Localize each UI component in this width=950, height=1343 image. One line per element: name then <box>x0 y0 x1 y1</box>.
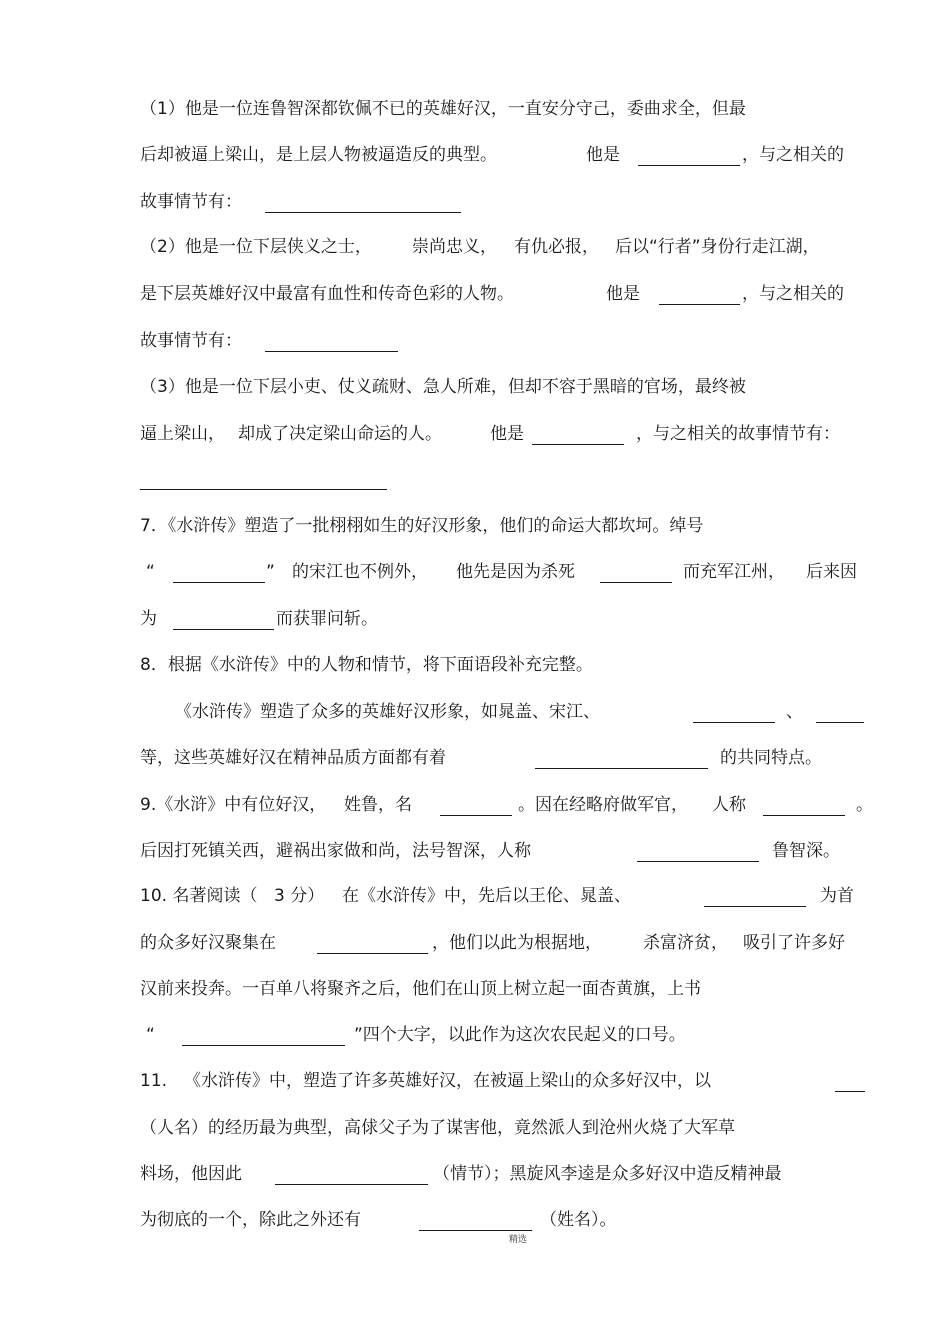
q6-p1-story-blank[interactable] <box>265 212 461 213</box>
q6-p2-he-is: 他是 <box>606 284 640 304</box>
q11-line1a: 11. <box>140 1071 168 1091</box>
q6-p3-name-blank[interactable] <box>532 444 624 445</box>
q11-name-blank[interactable] <box>419 1230 532 1231</box>
q6-p1-line1: （1）他是一位连鲁智深都钦佩不已的英雄好汉，一直安分守己，委曲求全，但最 <box>140 99 746 119</box>
q9-line1e: 。 <box>856 795 873 815</box>
q6-p2-name-blank[interactable] <box>659 304 740 305</box>
q9-name-blank[interactable] <box>440 815 512 816</box>
q7-line2b: 他先是因为杀死 <box>456 562 575 582</box>
q7-line2a: 的宋江也不例外， <box>292 562 428 582</box>
q10-line1b: 3 分） <box>274 886 325 906</box>
q6-p1-line2-text: 后却被逼上梁山，是上层人物被逼造反的典型。 <box>140 145 497 165</box>
q6-p2-line1a: （2）他是一位下层侠义之士， <box>140 237 372 257</box>
q6-p2-story: 故事情节有： <box>140 331 242 351</box>
q9-nickname-blank[interactable] <box>637 861 759 862</box>
q6-p1-related: ，与之相关的 <box>742 145 844 165</box>
q11-hero-blank[interactable] <box>835 1091 865 1092</box>
q6-p3-related: ，与之相关的故事情节有： <box>636 424 840 444</box>
q9-line2b: 鲁智深。 <box>772 841 840 861</box>
q10-line2c: 杀富济贫， <box>643 933 728 953</box>
q10-line1a: 10. 名著阅读（ <box>140 886 258 906</box>
q7-line1: 7．《水浒传》塑造了一批栩栩如生的好汉形象，他们的命运大都坎坷。绰号 <box>140 516 704 536</box>
q7-line2d: 后来因 <box>806 562 857 582</box>
q7-line2c: 而充军江州， <box>683 562 785 582</box>
q6-p3-line2a: 逼上梁山， <box>140 424 225 444</box>
q6-p3-line1: （3）他是一位下层小吏、仗义疏财、急人所难，但却不容于黑暗的官场，最终被 <box>140 377 746 397</box>
q7-open-quote: “ <box>146 562 155 582</box>
q7-reason-blank[interactable] <box>173 629 274 630</box>
q10-open-quote: “ <box>146 1025 155 1045</box>
q11-plot-blank[interactable] <box>275 1184 428 1185</box>
q6-p2-line1c: 有仇必报， <box>514 237 599 257</box>
q11-line3b: （情节）；黑旋风李逵是众多好汉中造反精神最 <box>433 1164 782 1184</box>
q10-line4b: ”四个大字，以此作为这次农民起义的口号。 <box>354 1025 686 1045</box>
q8-line2a: 《水浒传》塑造了众多的英雄好汉形象，如晁盖、宋江、 <box>175 702 600 722</box>
q8-trait-blank[interactable] <box>535 768 708 769</box>
q6-p3-he-is: 他是 <box>490 424 524 444</box>
q10-line2b: ，他们以此为根据地， <box>432 933 602 953</box>
q10-line2d: 吸引了许多好 <box>743 933 845 953</box>
q6-p2-line1d: 后以“行者”身份行走江湖， <box>615 237 820 257</box>
q6-p2-line1b: 崇尚忠义， <box>412 237 497 257</box>
q6-p3-line2b: 却成了决定梁山命运的人。 <box>238 424 442 444</box>
q9-line1c: 。因在经略府做军官， <box>518 795 688 815</box>
q11-line2: （人名）的经历最为典型，高俅父子为了谋害他，竟然派人到沧州火烧了大军草 <box>140 1118 735 1138</box>
q7-line3a: 为 <box>140 609 157 629</box>
q7-killed-blank[interactable] <box>600 582 672 583</box>
q10-leader-blank[interactable] <box>704 906 806 907</box>
q9-line1a: 9.《水浒》中有位好汉， <box>140 795 327 815</box>
q8-separator: 、 <box>786 702 803 722</box>
q9-line1b: 姓鲁，名 <box>344 795 412 815</box>
q8-line3b: 的共同特点。 <box>720 748 822 768</box>
q7-line3b: 而获罪问斩。 <box>276 609 378 629</box>
q6-p1-story: 故事情节有： <box>140 192 242 212</box>
q11-line3a: 料场，他因此 <box>140 1164 242 1184</box>
q7-close-quote: ” <box>266 562 275 582</box>
q6-p2-story-blank[interactable] <box>265 351 398 352</box>
q11-line4a: 为彻底的一个，除此之外还有 <box>140 1210 361 1230</box>
q7-nickname-blank[interactable] <box>173 582 265 583</box>
q9-line2a: 后因打死镇关西，避祸出家做和尚，法号智深，人称 <box>140 841 531 861</box>
q9-title-blank[interactable] <box>763 815 845 816</box>
page-footer: 精选 <box>509 1235 528 1245</box>
q6-p1-name-blank[interactable] <box>638 165 740 166</box>
q10-line1d: 为首 <box>820 886 854 906</box>
q10-line3: 汉前来投奔。一百单八将聚齐之后，他们在山顶上树立起一面杏黄旗，上书 <box>140 979 701 999</box>
q6-p2-related: ，与之相关的 <box>742 284 844 304</box>
q10-line1c: 在《水浒传》中，先后以王伦、晁盖、 <box>342 886 631 906</box>
q9-line1d: 人称 <box>712 795 746 815</box>
q10-line2a: 的众多好汉聚集在 <box>140 933 276 953</box>
q8-hero2-blank[interactable] <box>816 722 864 723</box>
q8-line1: 8．根据《水浒传》中的人物和情节，将下面语段补充完整。 <box>140 655 593 675</box>
q10-slogan-blank[interactable] <box>182 1045 345 1046</box>
q6-p2-line2-text: 是下层英雄好汉中最富有血性和传奇色彩的人物。 <box>140 284 514 304</box>
q11-line1b: 《水浒传》中，塑造了许多英雄好汉，在被逼上梁山的众多好汉中，以 <box>184 1071 711 1091</box>
q10-place-blank[interactable] <box>317 953 428 954</box>
q6-p3-story-blank[interactable] <box>140 489 387 490</box>
q11-line4b: （姓名）。 <box>540 1210 617 1230</box>
q8-line3a: 等，这些英雄好汉在精神品质方面都有着 <box>140 748 446 768</box>
q8-hero1-blank[interactable] <box>693 722 775 723</box>
q6-p1-he-is: 他是 <box>586 145 620 165</box>
